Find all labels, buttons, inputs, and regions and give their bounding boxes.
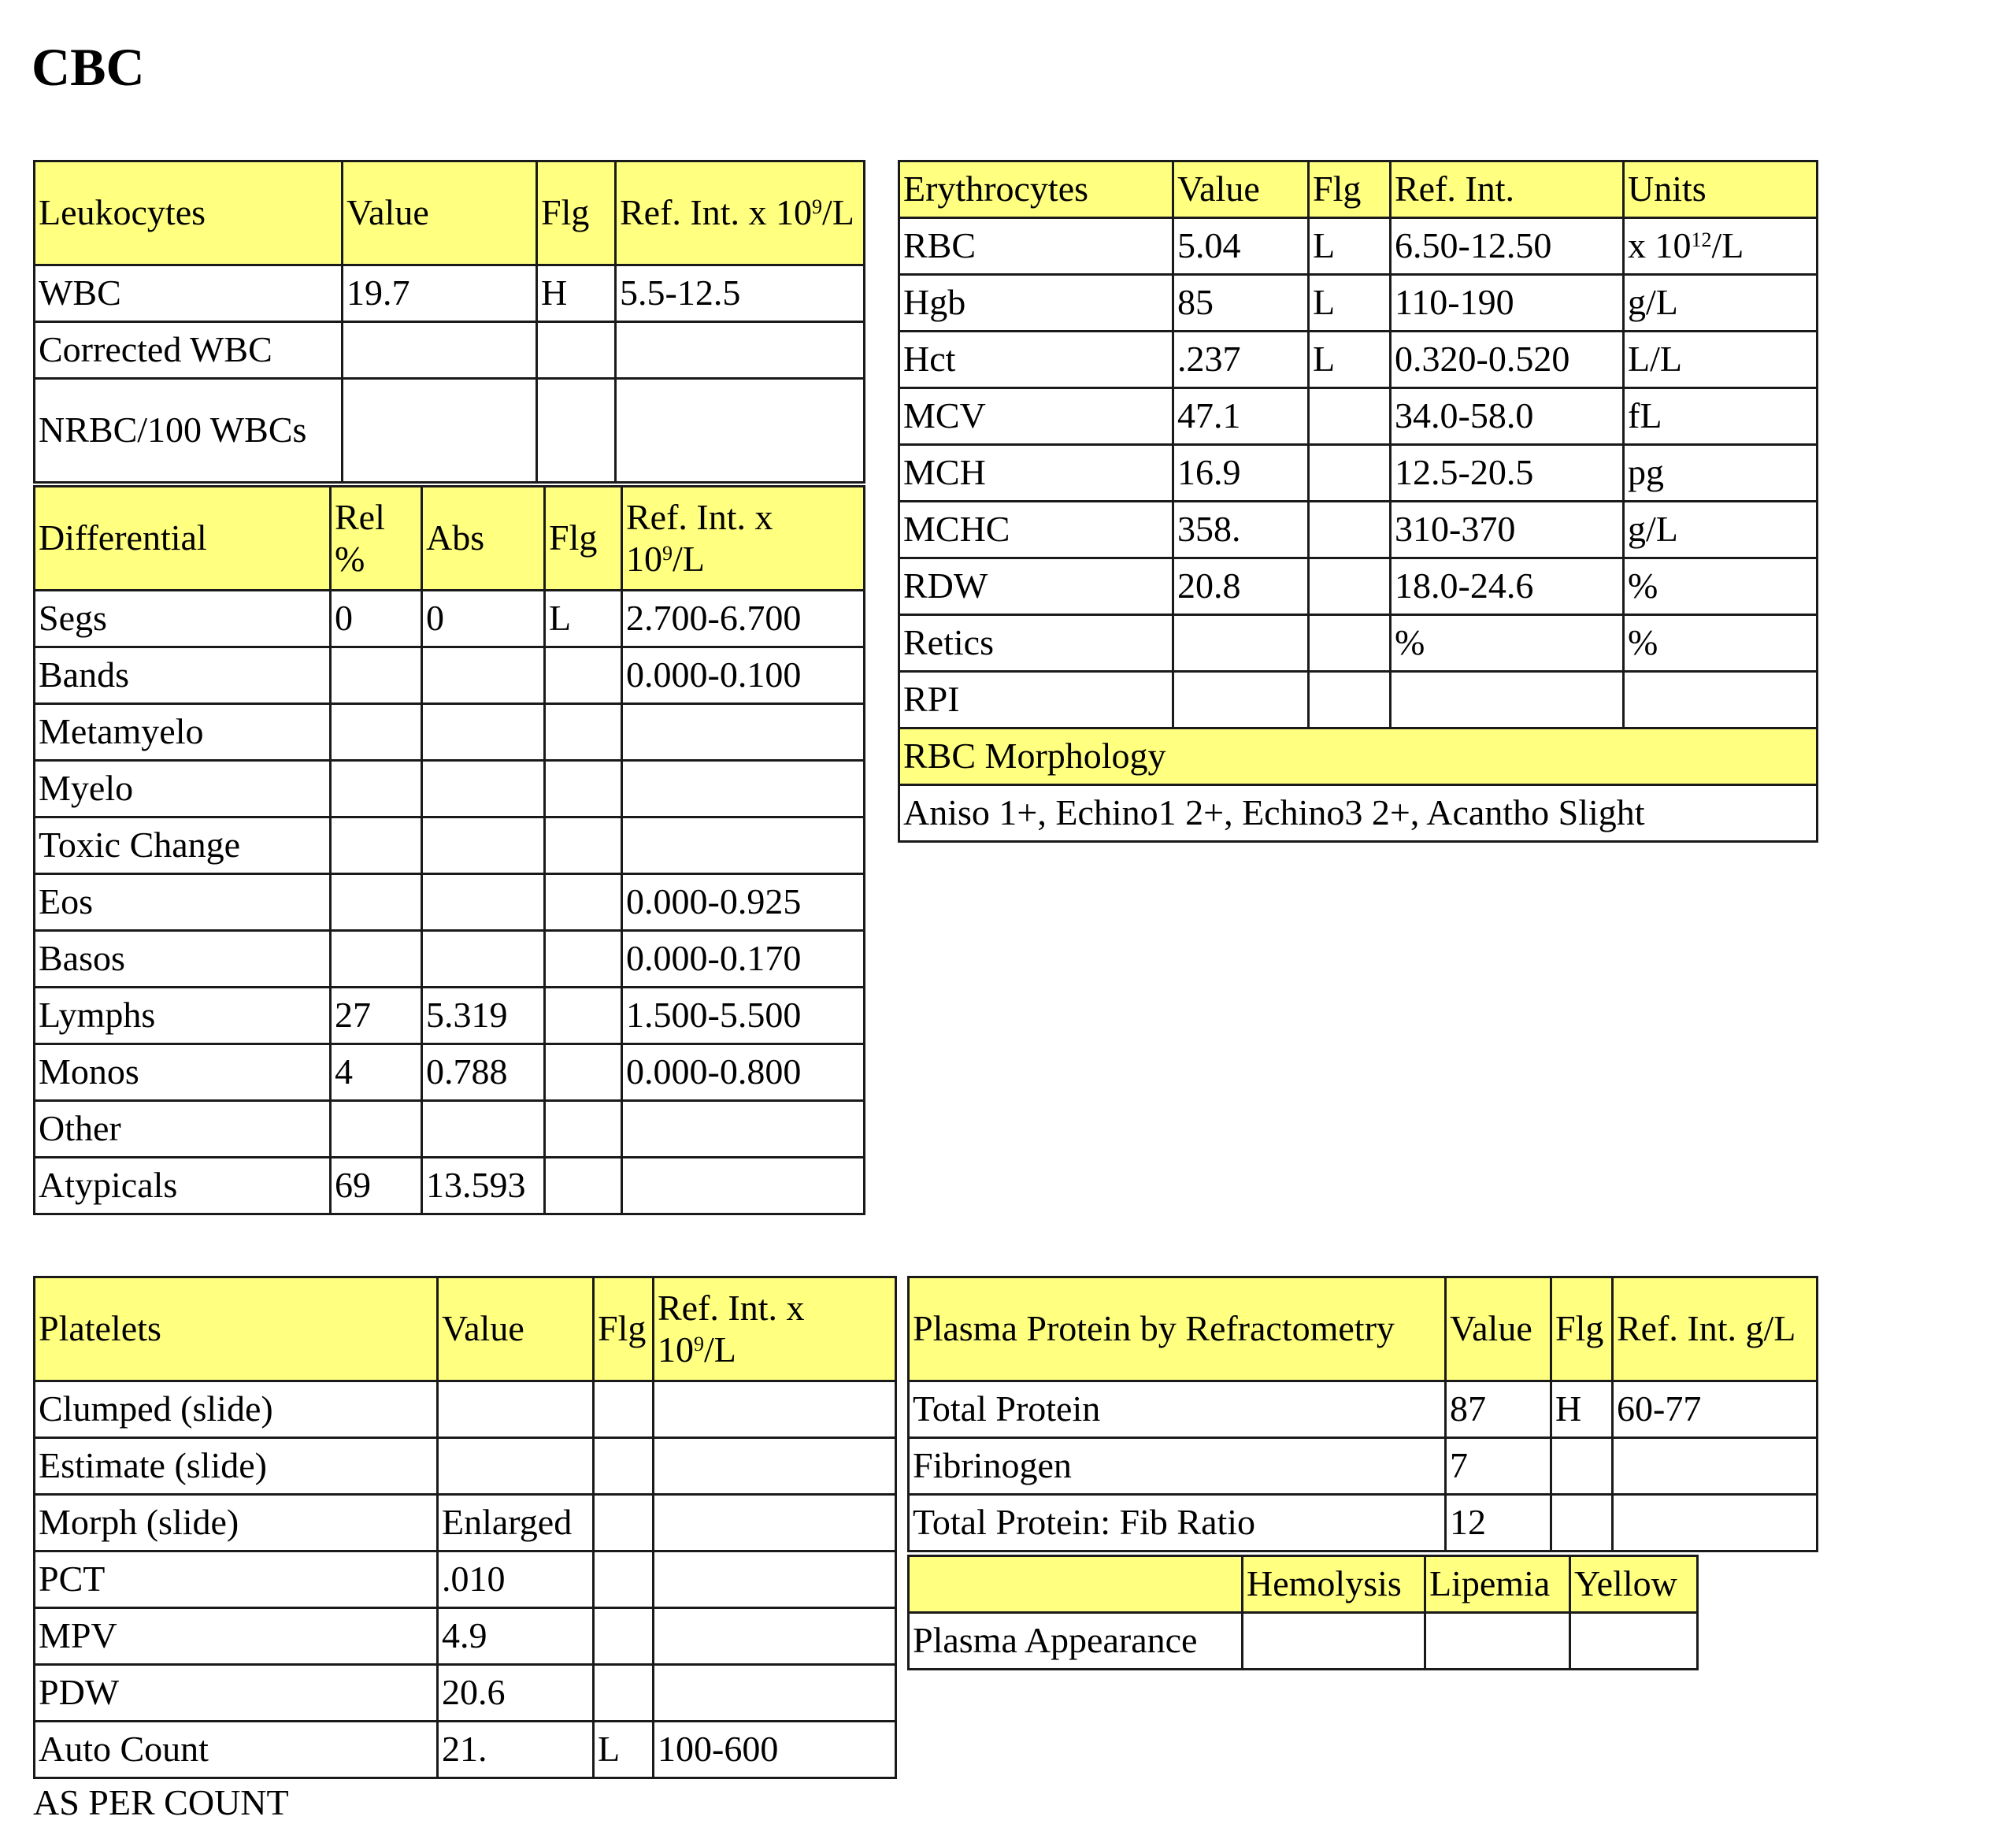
row-ref: 0.000-0.925 (622, 874, 865, 931)
table-row (35, 1044, 865, 1101)
row-units: g/L (1624, 502, 1818, 558)
row-flag (545, 1044, 622, 1101)
row-label: Segs (35, 591, 331, 647)
page-title: CBC (32, 37, 145, 97)
row-units: fL (1624, 388, 1818, 445)
row-value: 4.9 (438, 1608, 594, 1665)
row-ref (654, 1438, 896, 1495)
row-value: .237 (1173, 332, 1309, 388)
row-label: Bands (35, 647, 331, 704)
platelets-header-value: Value (438, 1277, 594, 1381)
table-row (35, 265, 865, 322)
row-rel (331, 1101, 422, 1158)
row-flag: H (537, 265, 616, 322)
differential-header-name: Differential (35, 487, 331, 591)
row-flag (1309, 445, 1391, 502)
row-value: 358. (1173, 502, 1309, 558)
plasma-appearance-header-row (909, 1556, 1698, 1613)
row-label: RDW (899, 558, 1173, 615)
row-rel (331, 874, 422, 931)
leukocytes-header-ref: Ref. Int. x $10^9/L$ (616, 161, 865, 265)
row-label: Metamyelo (35, 704, 331, 761)
row-value: 12 (1446, 1495, 1551, 1551)
leukocytes-header-name: Leukocytes (35, 161, 343, 265)
plasma-appearance-header-hemolysis: Hemolysis (1243, 1556, 1425, 1613)
row-ref (622, 704, 865, 761)
row-label: Plasma Appearance (909, 1613, 1243, 1670)
row-value (438, 1438, 594, 1495)
row-abs: 5.319 (422, 988, 545, 1044)
table-row (35, 1608, 896, 1665)
row-units: % (1624, 615, 1818, 672)
row-abs (422, 931, 545, 988)
table-row (35, 591, 865, 647)
table-row (899, 502, 1818, 558)
row-ref: 0.000-0.800 (622, 1044, 865, 1101)
row-value (343, 379, 537, 483)
row-ref: 60-77 (1613, 1381, 1818, 1438)
row-label: Total Protein: Fib Ratio (909, 1495, 1446, 1551)
table-row (899, 558, 1818, 615)
row-flag (594, 1495, 654, 1551)
platelets-header-row (35, 1277, 896, 1381)
row-label: Atypicals (35, 1158, 331, 1214)
row-ref (622, 1158, 865, 1214)
row-label: PDW (35, 1665, 438, 1722)
erythrocytes-table (898, 160, 1818, 843)
row-ref: 2.700-6.700 (622, 591, 865, 647)
row-flag (545, 761, 622, 817)
table-row (35, 988, 865, 1044)
row-units: pg (1624, 445, 1818, 502)
row-ref (1391, 672, 1624, 728)
plasma-protein-table (907, 1276, 1818, 1552)
row-label: Clumped (slide) (35, 1381, 438, 1438)
row-ref: 100-600 (654, 1722, 896, 1778)
row-flag (545, 1101, 622, 1158)
row-value: 7 (1446, 1438, 1551, 1495)
row-label: Total Protein (909, 1381, 1446, 1438)
row-flag: L (1309, 332, 1391, 388)
row-ref: 110-190 (1391, 275, 1624, 332)
row-value (343, 322, 537, 379)
row-ref: 12.5-20.5 (1391, 445, 1624, 502)
plasma-protein-header-flag: Flg (1551, 1277, 1613, 1381)
erythrocytes-header-value: Value (1173, 161, 1309, 218)
row-label: MCHC (899, 502, 1173, 558)
rbc-morphology-label: RBC Morphology (899, 728, 1818, 785)
row-ref (616, 322, 865, 379)
row-flag (1551, 1495, 1613, 1551)
row-abs (422, 761, 545, 817)
table-row (899, 388, 1818, 445)
rbc-morphology-row (899, 785, 1818, 842)
row-label: MCH (899, 445, 1173, 502)
row-value: 21. (438, 1722, 594, 1778)
platelets-header-flag: Flg (594, 1277, 654, 1381)
row-label: Basos (35, 931, 331, 988)
row-value (1173, 615, 1309, 672)
row-ref (654, 1665, 896, 1722)
row-rel (331, 817, 422, 874)
leukocytes-header-flag: Flg (537, 161, 616, 265)
row-value: Enlarged (438, 1495, 594, 1551)
table-row (35, 761, 865, 817)
row-flag (594, 1665, 654, 1722)
table-row (909, 1495, 1818, 1551)
row-flag (1309, 388, 1391, 445)
table-row (35, 931, 865, 988)
row-flag: L (594, 1722, 654, 1778)
leukocytes-header-row (35, 161, 865, 265)
row-ref (622, 761, 865, 817)
row-flag (1309, 558, 1391, 615)
row-ref: 0.320-0.520 (1391, 332, 1624, 388)
plasma-appearance-header-blank (909, 1556, 1243, 1613)
row-ref: 0.000-0.100 (622, 647, 865, 704)
row-ref (654, 1381, 896, 1438)
row-flag (594, 1551, 654, 1608)
row-label: MPV (35, 1608, 438, 1665)
erythrocytes-header-ref: Ref. Int. (1391, 161, 1624, 218)
table-row (35, 1101, 865, 1158)
row-abs: 0 (422, 591, 545, 647)
row-label: Monos (35, 1044, 331, 1101)
rbc-morphology-header-row (899, 728, 1818, 785)
row-label: Eos (35, 874, 331, 931)
plasma-appearance-table (907, 1555, 1699, 1670)
plasma-appearance-header-yellow: Yellow (1570, 1556, 1698, 1613)
plasma-protein-header-value: Value (1446, 1277, 1551, 1381)
plasma-appearance-header-lipemia: Lipemia (1425, 1556, 1570, 1613)
table-row (35, 1438, 896, 1495)
row-rel (331, 704, 422, 761)
row-rel: 69 (331, 1158, 422, 1214)
row-label: Estimate (slide) (35, 1438, 438, 1495)
row-abs: 0.788 (422, 1044, 545, 1101)
row-abs (422, 647, 545, 704)
row-ref: 18.0-24.6 (1391, 558, 1624, 615)
table-row (35, 647, 865, 704)
table-row (35, 322, 865, 379)
row-ref (622, 817, 865, 874)
row-ref: % (1391, 615, 1624, 672)
row-abs (422, 874, 545, 931)
row-ref: 0.000-0.170 (622, 931, 865, 988)
row-value (1173, 672, 1309, 728)
table-row (899, 615, 1818, 672)
row-label: RPI (899, 672, 1173, 728)
table-row (899, 672, 1818, 728)
row-abs (422, 1101, 545, 1158)
differential-table (33, 485, 865, 1215)
row-ref: 34.0-58.0 (1391, 388, 1624, 445)
table-row (35, 1722, 896, 1778)
row-value: 20.8 (1173, 558, 1309, 615)
row-value: 85 (1173, 275, 1309, 332)
row-flag (545, 704, 622, 761)
row-yellow (1570, 1613, 1698, 1670)
row-flag (594, 1438, 654, 1495)
platelets-note: AS PER COUNT (33, 1782, 289, 1822)
row-rel: 27 (331, 988, 422, 1044)
row-units (1624, 672, 1818, 728)
row-flag: L (545, 591, 622, 647)
row-flag (594, 1608, 654, 1665)
row-value: 5.04 (1173, 218, 1309, 275)
row-rel (331, 761, 422, 817)
table-row (899, 218, 1818, 275)
row-flag (594, 1381, 654, 1438)
row-label: Other (35, 1101, 331, 1158)
table-row (909, 1438, 1818, 1495)
leukocytes-table (33, 160, 865, 484)
row-value: 16.9 (1173, 445, 1309, 502)
table-row (899, 275, 1818, 332)
row-units: % (1624, 558, 1818, 615)
row-abs (422, 704, 545, 761)
row-ref: 6.50-12.50 (1391, 218, 1624, 275)
row-flag (545, 647, 622, 704)
differential-header-abs: Abs (422, 487, 545, 591)
differential-header-ref: Ref. Int. x $10^9/L$ (622, 487, 865, 591)
erythrocytes-header-row (899, 161, 1818, 218)
leukocytes-header-value: Value (343, 161, 537, 265)
row-flag (545, 817, 622, 874)
plasma-protein-header-row (909, 1277, 1818, 1381)
row-label: Corrected WBC (35, 322, 343, 379)
row-label: Fibrinogen (909, 1438, 1446, 1495)
row-ref (1613, 1495, 1818, 1551)
row-label: Auto Count (35, 1722, 438, 1778)
row-ref (1613, 1438, 1818, 1495)
row-value: 19.7 (343, 265, 537, 322)
row-ref: 5.5-12.5 (616, 265, 865, 322)
table-row (35, 1381, 896, 1438)
row-label: MCV (899, 388, 1173, 445)
table-row (35, 817, 865, 874)
row-abs (422, 817, 545, 874)
row-label: Hct (899, 332, 1173, 388)
row-label: Lymphs (35, 988, 331, 1044)
row-flag (1309, 502, 1391, 558)
row-flag: L (1309, 218, 1391, 275)
row-rel: 4 (331, 1044, 422, 1101)
row-flag (1551, 1438, 1613, 1495)
differential-header-row (35, 487, 865, 591)
row-flag (545, 988, 622, 1044)
row-label: Morph (slide) (35, 1495, 438, 1551)
row-value: 47.1 (1173, 388, 1309, 445)
row-units: L/L (1624, 332, 1818, 388)
erythrocytes-header-units: Units (1624, 161, 1818, 218)
row-value: 20.6 (438, 1665, 594, 1722)
platelets-header-ref: Ref. Int. x $10^9/L$ (654, 1277, 896, 1381)
table-row (35, 1665, 896, 1722)
table-row (35, 1495, 896, 1551)
table-row (35, 704, 865, 761)
row-lipemia (1425, 1613, 1570, 1670)
erythrocytes-header-flag: Flg (1309, 161, 1391, 218)
table-row (909, 1381, 1818, 1438)
plasma-protein-header-ref: Ref. Int. g/L (1613, 1277, 1818, 1381)
row-label: PCT (35, 1551, 438, 1608)
row-ref (654, 1608, 896, 1665)
row-label: WBC (35, 265, 343, 322)
platelets-header-name: Platelets (35, 1277, 438, 1381)
platelets-table (33, 1276, 897, 1779)
row-rel (331, 647, 422, 704)
table-row (35, 874, 865, 931)
row-hemolysis (1243, 1613, 1425, 1670)
table-row (909, 1613, 1698, 1670)
row-rel: 0 (331, 591, 422, 647)
row-value (438, 1381, 594, 1438)
row-flag: H (1551, 1381, 1613, 1438)
row-flag (545, 874, 622, 931)
differential-header-flag: Flg (545, 487, 622, 591)
table-row (35, 1158, 865, 1214)
row-label: Myelo (35, 761, 331, 817)
row-ref: 1.500-5.500 (622, 988, 865, 1044)
row-rel (331, 931, 422, 988)
row-ref (654, 1495, 896, 1551)
table-row (899, 445, 1818, 502)
row-label: NRBC/100 WBCs (35, 379, 343, 483)
row-label: RBC (899, 218, 1173, 275)
row-flag (545, 931, 622, 988)
row-flag (545, 1158, 622, 1214)
row-flag (537, 322, 616, 379)
row-flag (1309, 615, 1391, 672)
rbc-morphology-value: Aniso 1+, Echino1 2+, Echino3 2+, Acantho Slight (899, 785, 1818, 842)
row-label: Retics (899, 615, 1173, 672)
row-value: 87 (1446, 1381, 1551, 1438)
row-units: x $10^{12}/L$ (1624, 218, 1818, 275)
row-flag (1309, 672, 1391, 728)
row-units: g/L (1624, 275, 1818, 332)
row-ref: 310-370 (1391, 502, 1624, 558)
differential-header-rel: Rel % (331, 487, 422, 591)
row-ref (622, 1101, 865, 1158)
table-row (35, 379, 865, 483)
table-row (35, 1551, 896, 1608)
row-value: .010 (438, 1551, 594, 1608)
table-row (899, 332, 1818, 388)
row-flag (537, 379, 616, 483)
row-abs: 13.593 (422, 1158, 545, 1214)
erythrocytes-header-name: Erythrocytes (899, 161, 1173, 218)
plasma-protein-header-name: Plasma Protein by Refractometry (909, 1277, 1446, 1381)
row-flag: L (1309, 275, 1391, 332)
row-label: Hgb (899, 275, 1173, 332)
row-label: Toxic Change (35, 817, 331, 874)
row-ref (616, 379, 865, 483)
row-ref (654, 1551, 896, 1608)
